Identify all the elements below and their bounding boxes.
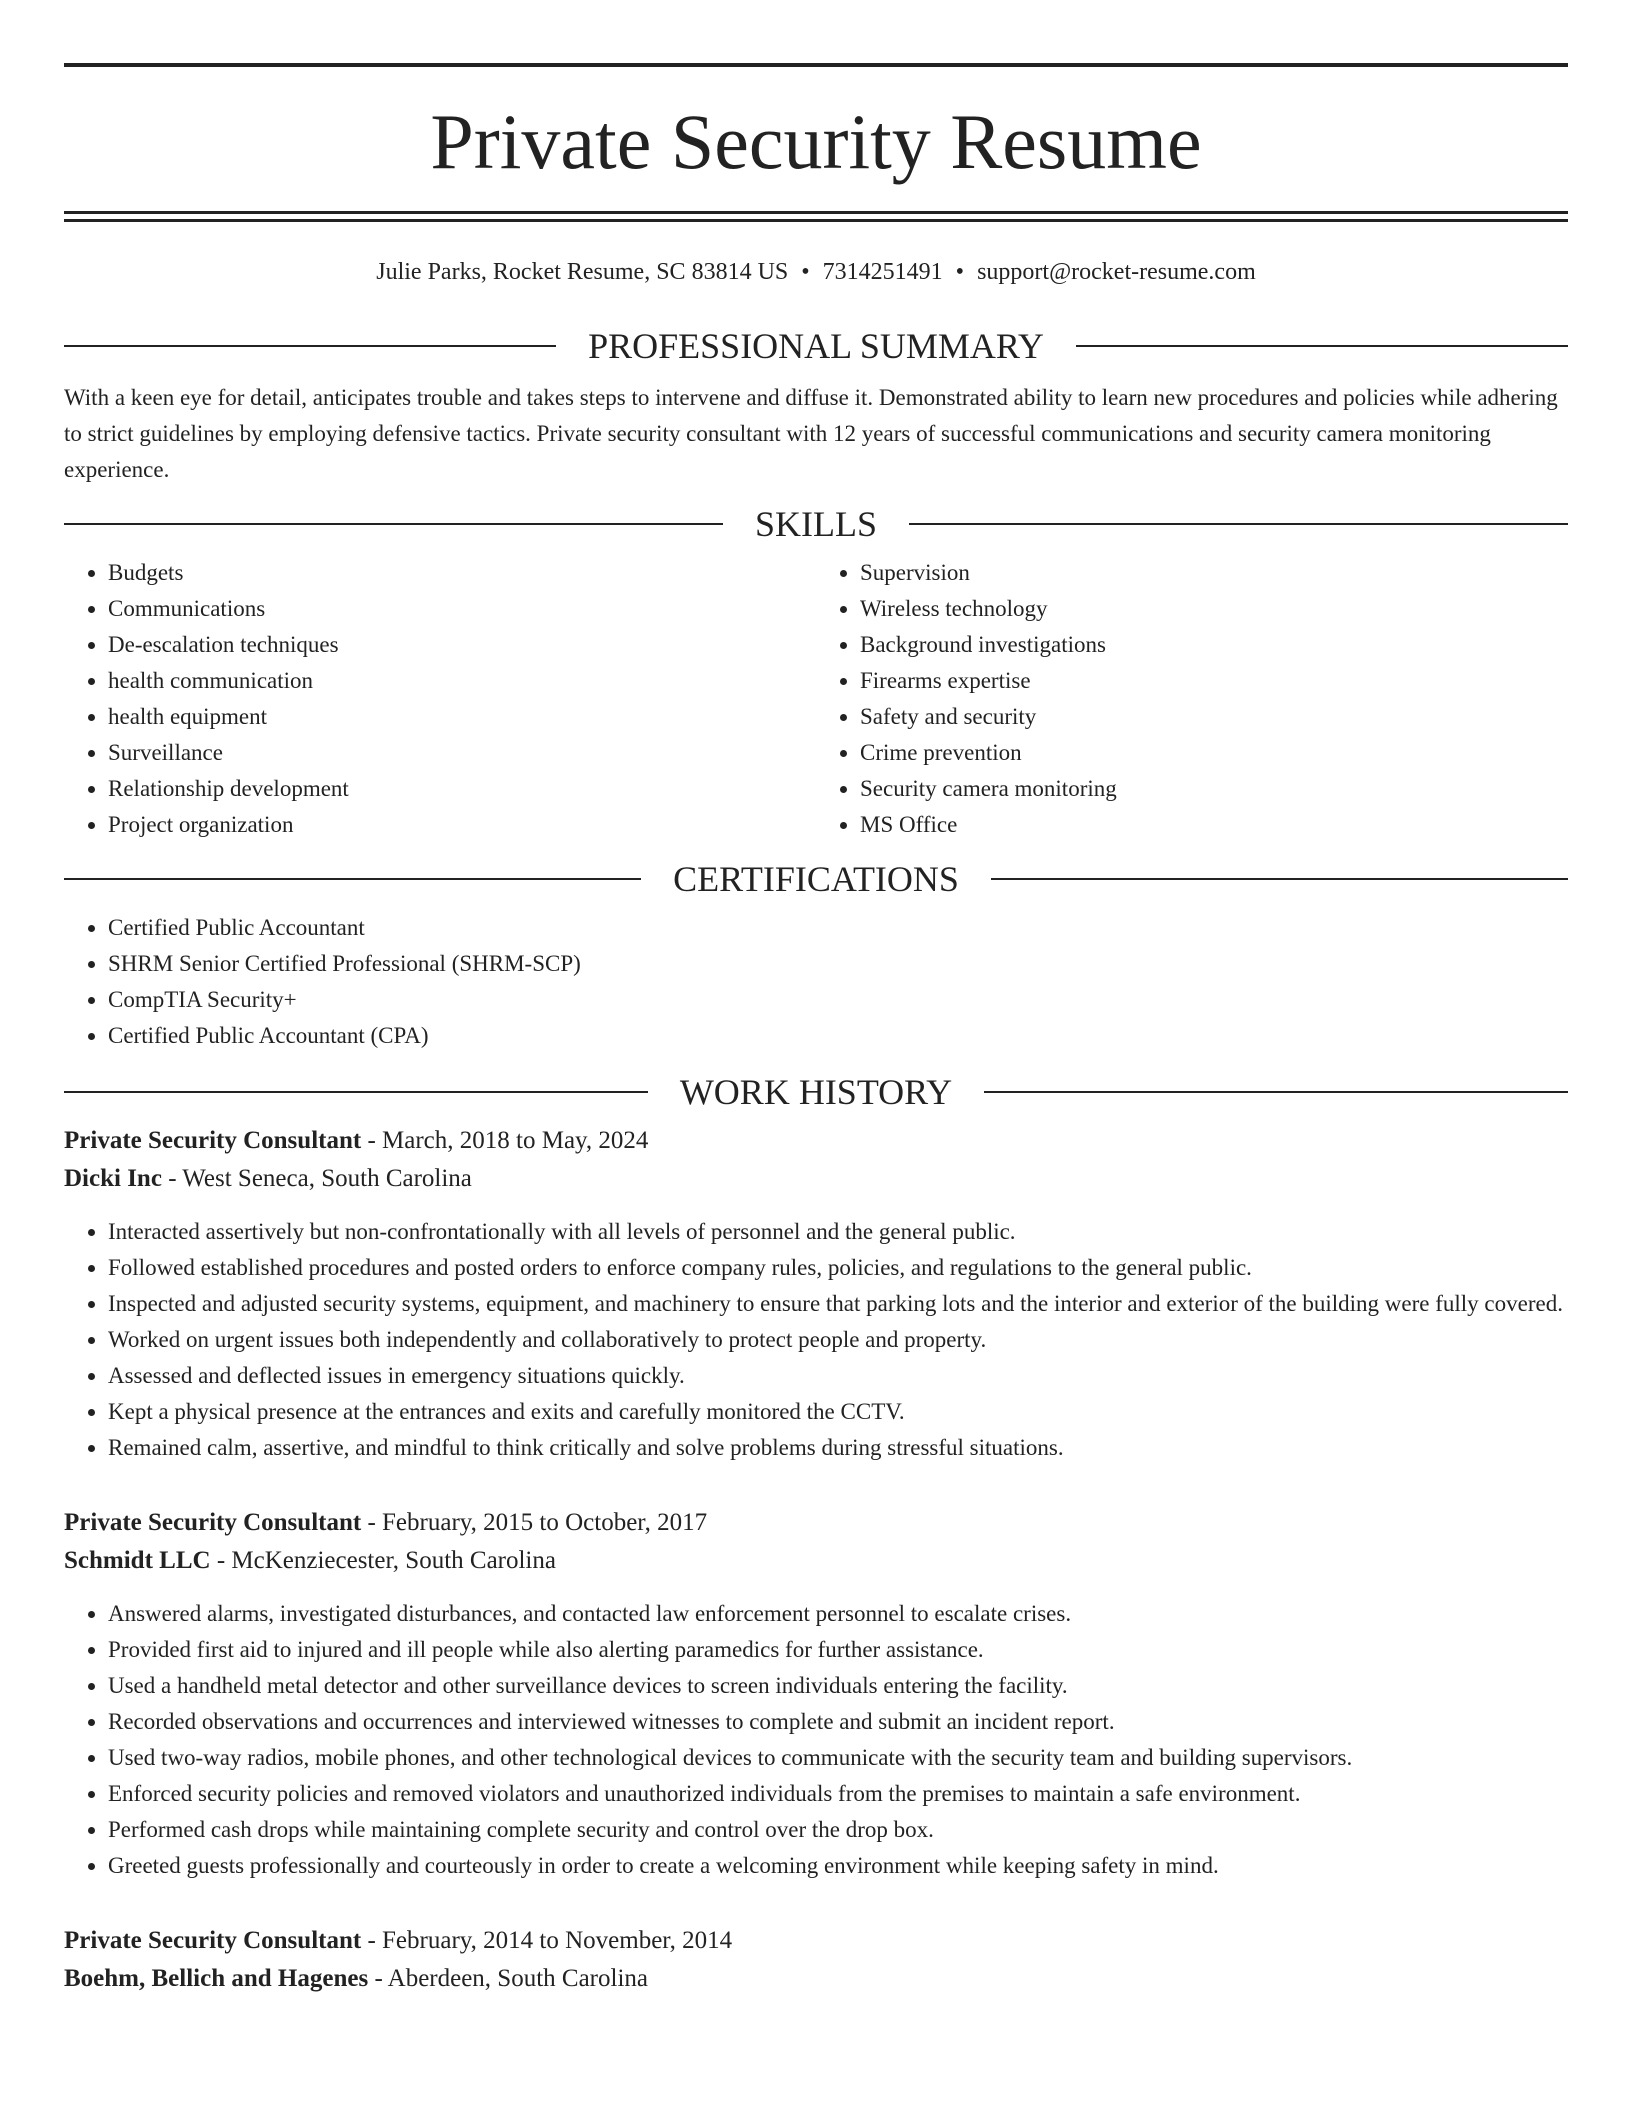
certifications-heading-text: CERTIFICATIONS: [673, 859, 959, 899]
skills-heading: [64, 506, 1568, 542]
certification-item: • Certified Public Accountant: [108, 910, 1568, 946]
job-location: - McKenziecester, South Carolina: [210, 1547, 556, 1574]
job-dates: - March, 2018 to May, 2024: [361, 1127, 649, 1154]
job-bullets: [64, 1596, 1568, 1884]
skill-item: • health equipment: [108, 699, 816, 735]
skill-item: • Communications: [108, 591, 816, 627]
skill-item: • Project organization: [108, 807, 816, 843]
skill-item: • health communication: [108, 663, 816, 699]
job-dates: - February, 2015 to October, 2017: [361, 1509, 708, 1536]
job-bullet: • Interacted assertively but non-confrontationally with all levels of personnel and the general public.: [108, 1214, 1568, 1250]
contact-address: Julie Parks, Rocket Resume, SC 83814 US: [376, 259, 789, 285]
job-bullet: • Provided first aid to injured and ill people while also alerting paramedics for further assistance.: [108, 1632, 1568, 1668]
job-company-line: [64, 1960, 1568, 1998]
skill-item: • MS Office: [860, 807, 1568, 843]
job-title-line: [64, 1504, 1568, 1542]
job-bullet: • Greeted guests professionally and courteously in order to create a welcoming environment while keeping safety in mind.: [108, 1848, 1568, 1884]
skill-item: • Safety and security: [860, 699, 1568, 735]
certifications-list: [64, 910, 1568, 1054]
work-history-list: [64, 1122, 1568, 1998]
skill-item: • Wireless technology: [860, 591, 1568, 627]
skill-item: • Firearms expertise: [860, 663, 1568, 699]
skill-item: • Relationship development: [108, 771, 816, 807]
top-rule: [64, 63, 1568, 67]
skill-item: • Budgets: [108, 555, 816, 591]
job-bullet: • Answered alarms, investigated disturbances, and contacted law enforcement personnel to escalate crises.: [108, 1596, 1568, 1632]
job-title: Private Security Consultant: [64, 1127, 362, 1154]
contact-phone: 7314251491: [822, 259, 943, 285]
contact-line: [64, 260, 1568, 284]
certification-item: • CompTIA Security+: [108, 982, 1568, 1018]
resume-page: [64, 0, 1568, 1998]
certifications-heading: [64, 861, 1568, 897]
job-title-line: [64, 1122, 1568, 1160]
job-bullet: • Worked on urgent issues both independently and collaboratively to protect people and property.: [108, 1322, 1568, 1358]
summary-heading-text: PROFESSIONAL SUMMARY: [588, 326, 1044, 366]
skill-item: • Crime prevention: [860, 735, 1568, 771]
job-bullet: • Inspected and adjusted security systems, equipment, and machinery to ensure that parking lots and the interior and exterior of the building were fully covered.: [108, 1286, 1568, 1322]
job-location: - Aberdeen, South Carolina: [368, 1965, 648, 1992]
skill-item: • Background investigations: [860, 627, 1568, 663]
work-history-heading: [64, 1074, 1568, 1110]
skills-list-left: [64, 555, 816, 843]
skill-item: • De-escalation techniques: [108, 627, 816, 663]
job-bullet: • Enforced security policies and removed violators and unauthorized individuals from the premises to maintain a safe environment.: [108, 1776, 1568, 1812]
resume-title: Private Security Resume: [430, 98, 1202, 185]
job-bullet: • Used two-way radios, mobile phones, and other technological devices to communicate with the security team and building supervisors.: [108, 1740, 1568, 1776]
job-title: Private Security Consultant: [64, 1509, 362, 1536]
job-bullet: • Remained calm, assertive, and mindful to think critically and solve problems during stressful situations.: [108, 1430, 1568, 1466]
job-title: Private Security Consultant: [64, 1927, 362, 1954]
job-company-line: [64, 1160, 1568, 1198]
job-company: Schmidt LLC: [64, 1547, 211, 1574]
contact-separator: •: [955, 259, 965, 285]
job-company-line: [64, 1542, 1568, 1580]
work-history-heading-text: WORK HISTORY: [679, 1072, 953, 1112]
job-company: Boehm, Bellich and Hagenes: [64, 1965, 369, 1992]
skills-list-right: [816, 555, 1568, 843]
job-entry: [64, 1922, 1568, 1998]
job-bullet: • Performed cash drops while maintaining complete security and control over the drop box.: [108, 1812, 1568, 1848]
job-location: - West Seneca, South Carolina: [161, 1165, 472, 1192]
job-title-line: [64, 1922, 1568, 1960]
skill-item: • Security camera monitoring: [860, 771, 1568, 807]
job-bullet: • Kept a physical presence at the entrances and exits and carefully monitored the CCTV.: [108, 1394, 1568, 1430]
job-entry: [64, 1504, 1568, 1884]
job-bullet: • Followed established procedures and posted orders to enforce company rules, policies, and regulations to the general public.: [108, 1250, 1568, 1286]
job-entry: [64, 1122, 1568, 1466]
contact-separator: •: [801, 259, 810, 285]
job-company: Dicki Inc: [64, 1165, 162, 1192]
certification-item: • SHRM Senior Certified Professional (SHRM-SCP): [108, 946, 1568, 982]
skills-heading-text: SKILLS: [755, 504, 878, 544]
skill-item: • Supervision: [860, 555, 1568, 591]
title-double-rule: [64, 211, 1568, 222]
summary-heading: [64, 328, 1568, 364]
job-bullet: • Recorded observations and occurrences and interviewed witnesses to complete and submit an incident report.: [108, 1704, 1568, 1740]
job-bullets: [64, 1214, 1568, 1466]
job-bullet: • Used a handheld metal detector and other surveillance devices to screen individuals entering the facility.: [108, 1668, 1568, 1704]
skill-item: • Surveillance: [108, 735, 816, 771]
job-bullet: • Assessed and deflected issues in emergency situations quickly.: [108, 1358, 1568, 1394]
contact-email: support@rocket-resume.com: [977, 259, 1256, 285]
summary-text: With a keen eye for detail, anticipates trouble and takes steps to intervene and diffuse it. Demonstrated ability to learn new procedures and policies while adhering to strict guidelines by employing defensive tactics. Private security consultant with 12 years of successful communications and security camera monitoring experience.: [64, 385, 1558, 482]
job-dates: - February, 2014 to November, 2014: [361, 1927, 733, 1954]
certification-item: • Certified Public Accountant (CPA): [108, 1018, 1568, 1054]
skills-columns: [64, 555, 1568, 843]
